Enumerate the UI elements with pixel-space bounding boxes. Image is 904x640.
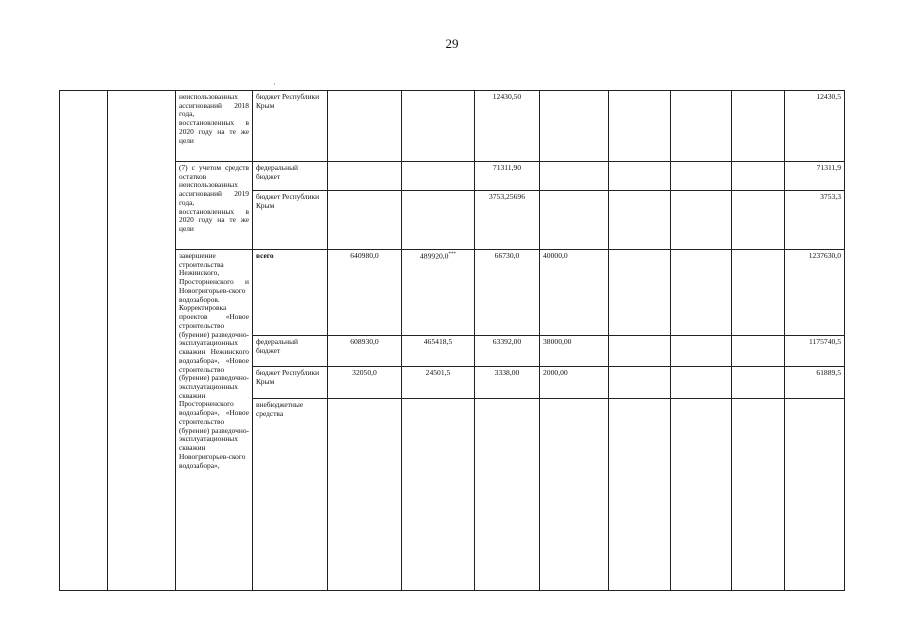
value-cell — [609, 162, 671, 191]
value-cell — [328, 162, 402, 191]
value-cell — [609, 191, 671, 250]
value-cell: 3338,00 — [475, 367, 540, 399]
row-description: (7) с учетом средств остатков неиспользованных ассигнований 2019 года, восстановленных в 2020 году на те же цели — [176, 162, 253, 250]
value-cell: 640980,0 — [328, 250, 402, 336]
stray-mark: · — [273, 80, 276, 89]
value-cell — [732, 336, 785, 367]
total-cell: 3753,3 — [785, 191, 845, 250]
value-cell — [609, 367, 671, 399]
value-cell — [671, 250, 732, 336]
value-cell — [671, 191, 732, 250]
value-cell — [402, 162, 475, 191]
page-number: 29 — [445, 36, 459, 51]
table-row — [60, 91, 845, 162]
value-cell: 12430,50 — [475, 91, 540, 162]
value-cell — [402, 399, 475, 591]
row-description: неиспользованных ассигнований 2018 года, восстановленных в 2020 году на те же цели — [176, 91, 253, 162]
value-cell — [328, 399, 402, 591]
value-cell — [671, 162, 732, 191]
value-text: 489920,0 — [420, 251, 449, 261]
col-index-cell — [60, 91, 108, 591]
value-cell — [732, 91, 785, 162]
value-cell — [402, 91, 475, 162]
value-cell — [609, 250, 671, 336]
value-cell — [671, 91, 732, 162]
value-cell — [540, 191, 609, 250]
value-cell — [475, 399, 540, 591]
value-cell: 608930,0 — [328, 336, 402, 367]
value-cell — [328, 191, 402, 250]
value-cell — [732, 191, 785, 250]
value-cell: 38000,00 — [540, 336, 609, 367]
funding-source: федеральный бюджет — [253, 162, 328, 191]
value-cell: 66730,0 — [475, 250, 540, 336]
total-cell: 61889,5 — [785, 367, 845, 399]
value-cell — [328, 91, 402, 162]
value-cell — [732, 250, 785, 336]
value-cell: 465418,5 — [402, 336, 475, 367]
footnote-mark: *** — [448, 252, 456, 257]
value-cell — [671, 367, 732, 399]
total-cell: 71311,9 — [785, 162, 845, 191]
total-cell: 12430,5 — [785, 91, 845, 162]
value-cell: 40000,0 — [540, 250, 609, 336]
value-cell — [402, 191, 475, 250]
total-cell: 1237630,0 — [785, 250, 845, 336]
value-cell — [732, 367, 785, 399]
funding-source: федеральный бюджет — [253, 336, 328, 367]
value-cell — [609, 399, 671, 591]
value-cell — [609, 91, 671, 162]
value-cell: 3753,25696 — [475, 191, 540, 250]
value-cell — [609, 336, 671, 367]
value-cell — [540, 91, 609, 162]
value-cell — [671, 399, 732, 591]
value-cell: 71311,90 — [475, 162, 540, 191]
funding-source: бюджет Республики Крым — [253, 91, 328, 162]
row-description: завершение строительства Нежинского, Просторненского и Новогригорьев-ского водозаборов. Корректировка проектов «Новое строительство (бурение) разведочно-эксплуатационных скважин Нежинского водозабора», «Новое строительство (бурение) разведочно-эксплуатационных скважин Просторненского водозабора», «Новое строительство (бурение) разведочно-эксплуатационных скважин Новогригорьев-ского водозабора», — [176, 250, 253, 591]
value-cell — [732, 399, 785, 591]
table-row — [60, 250, 845, 336]
table-row — [60, 162, 845, 191]
value-cell — [540, 162, 609, 191]
total-cell: 1175740,5 — [785, 336, 845, 367]
value-cell — [540, 399, 609, 591]
funding-source: всего — [253, 250, 328, 336]
value-cell: 63392,00 — [475, 336, 540, 367]
funding-source: бюджет Республики Крым — [253, 367, 328, 399]
col-name-cell — [108, 91, 176, 591]
value-cell: 24501,5 — [402, 367, 475, 399]
funding-source: бюджет Республики Крым — [253, 191, 328, 250]
value-cell — [671, 336, 732, 367]
funding-source: внебюджетные средства — [253, 399, 328, 591]
value-cell: 32050,0 — [328, 367, 402, 399]
value-cell — [402, 250, 475, 336]
budget-table — [59, 90, 845, 591]
value-cell: 2000,00 — [540, 367, 609, 399]
total-cell — [785, 399, 845, 591]
value-cell — [732, 162, 785, 191]
